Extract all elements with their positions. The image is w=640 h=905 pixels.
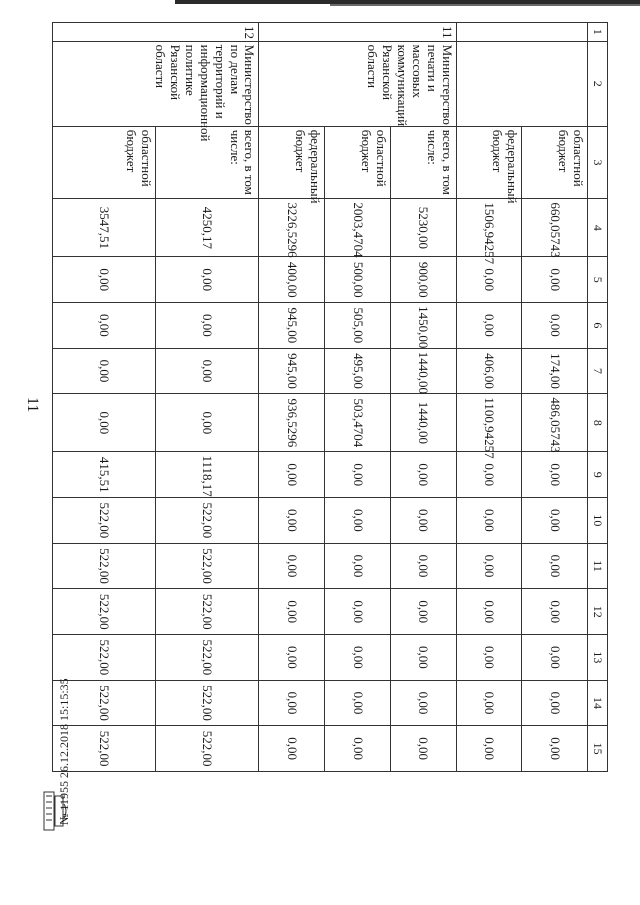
value-cell: 503,4704: [325, 394, 391, 452]
value-cell: 0,00: [53, 348, 156, 394]
value-cell: 0,00: [390, 498, 456, 544]
value-cell: 522,00: [156, 726, 259, 772]
budget-table-container: [52, 22, 608, 772]
value-cell: 0,00: [456, 498, 522, 544]
value-cell: 945,00: [259, 303, 325, 349]
value-cell: 522,00: [53, 726, 156, 772]
value-cell: 0,00: [522, 543, 588, 589]
value-cell: 406,00: [456, 348, 522, 394]
column-header-9: 9: [588, 452, 608, 498]
value-cell: 0,00: [456, 680, 522, 726]
table-header-row: [588, 23, 608, 772]
value-cell: 0,00: [325, 726, 391, 772]
value-cell: 0,00: [156, 394, 259, 452]
organization-cell: Министерство по делам территорий и информационной политике Рязанской области: [53, 41, 259, 126]
scan-edge-artifact-2: [330, 4, 640, 6]
value-cell: 0,00: [522, 726, 588, 772]
funding-source-cell: федеральный бюджет: [456, 126, 522, 199]
value-cell: 0,00: [390, 726, 456, 772]
column-header-12: 12: [588, 589, 608, 635]
funding-source-cell: областной бюджет: [53, 126, 156, 199]
value-cell: 0,00: [522, 257, 588, 303]
column-header-15: 15: [588, 726, 608, 772]
value-cell: 0,00: [456, 303, 522, 349]
value-cell: 0,00: [522, 635, 588, 681]
funding-source-cell: всего, в том числе:: [156, 126, 259, 199]
value-cell: 0,00: [390, 543, 456, 589]
value-cell: 0,00: [522, 680, 588, 726]
table-row: [53, 23, 156, 772]
value-cell: 0,00: [325, 452, 391, 498]
value-cell: 0,00: [522, 589, 588, 635]
row-number-cell: 12: [53, 23, 259, 42]
organization-cell: [456, 41, 587, 126]
table-row: [456, 23, 522, 772]
value-cell: 1450,00: [390, 303, 456, 349]
value-cell: 0,00: [53, 394, 156, 452]
value-cell: 0,00: [259, 680, 325, 726]
value-cell: 0,00: [456, 635, 522, 681]
value-cell: 0,00: [390, 635, 456, 681]
column-header-6: 6: [588, 303, 608, 349]
value-cell: 2003,4704: [325, 199, 391, 257]
value-cell: 0,00: [456, 257, 522, 303]
value-cell: 522,00: [53, 543, 156, 589]
value-cell: 0,00: [522, 303, 588, 349]
column-header-13: 13: [588, 635, 608, 681]
value-cell: 486,05743: [522, 394, 588, 452]
value-cell: 522,00: [156, 635, 259, 681]
value-cell: 0,00: [456, 726, 522, 772]
value-cell: 1440,00: [390, 394, 456, 452]
value-cell: 0,00: [156, 348, 259, 394]
value-cell: 1440,00: [390, 348, 456, 394]
value-cell: 415,51: [53, 452, 156, 498]
column-header-10: 10: [588, 498, 608, 544]
value-cell: 522,00: [156, 589, 259, 635]
value-cell: 945,00: [259, 348, 325, 394]
table-row: [390, 23, 456, 772]
value-cell: 0,00: [156, 257, 259, 303]
value-cell: 522,00: [53, 635, 156, 681]
table-row: [259, 23, 325, 772]
value-cell: 660,05743: [522, 199, 588, 257]
value-cell: 0,00: [390, 452, 456, 498]
value-cell: 522,00: [53, 680, 156, 726]
column-header-8: 8: [588, 394, 608, 452]
value-cell: 522,00: [53, 589, 156, 635]
column-header-7: 7: [588, 348, 608, 394]
value-cell: 0,00: [156, 303, 259, 349]
value-cell: 0,00: [390, 589, 456, 635]
value-cell: 0,00: [259, 498, 325, 544]
table-row: [522, 23, 588, 772]
column-header-14: 14: [588, 680, 608, 726]
value-cell: 522,00: [156, 680, 259, 726]
column-header-11: 11: [588, 543, 608, 589]
row-number-cell: 11: [259, 23, 456, 42]
value-cell: 0,00: [390, 680, 456, 726]
value-cell: 1506,94257: [456, 199, 522, 257]
funding-source-cell: всего, в том числе:: [390, 126, 456, 199]
row-number-cell: [456, 23, 587, 42]
value-cell: 0,00: [259, 452, 325, 498]
value-cell: 0,00: [522, 452, 588, 498]
organization-cell: Министерство печати и массовых коммуникаций Рязанской области: [259, 41, 456, 126]
value-cell: 522,00: [156, 498, 259, 544]
value-cell: 505,00: [325, 303, 391, 349]
value-cell: 0,00: [259, 726, 325, 772]
budget-table: [52, 22, 608, 772]
value-cell: 0,00: [456, 589, 522, 635]
value-cell: 900,00: [390, 257, 456, 303]
value-cell: 0,00: [325, 589, 391, 635]
value-cell: 0,00: [53, 257, 156, 303]
value-cell: 1118,17: [156, 452, 259, 498]
value-cell: 174,00: [522, 348, 588, 394]
funding-source-cell: областной бюджет: [325, 126, 391, 199]
page-number-text: 11: [24, 397, 41, 413]
value-cell: 1100,94257: [456, 394, 522, 452]
value-cell: 3226,5296: [259, 199, 325, 257]
value-cell: 522,00: [53, 498, 156, 544]
value-cell: 0,00: [456, 543, 522, 589]
registration-footer: № 11955 26.12.2018 15:15:35: [57, 678, 71, 825]
value-cell: 5230,00: [390, 199, 456, 257]
column-header-1: 1: [588, 23, 608, 42]
funding-source-cell: областной бюджет: [522, 126, 588, 199]
page-number: [22, 398, 42, 420]
table-body: [53, 23, 588, 772]
table-row: [156, 23, 259, 772]
value-cell: 400,00: [259, 257, 325, 303]
value-cell: 0,00: [325, 635, 391, 681]
column-header-5: 5: [588, 257, 608, 303]
value-cell: 0,00: [325, 498, 391, 544]
value-cell: 0,00: [259, 635, 325, 681]
value-cell: 0,00: [325, 543, 391, 589]
value-cell: 4250,17: [156, 199, 259, 257]
column-header-3: 3: [588, 126, 608, 199]
value-cell: 936,5296: [259, 394, 325, 452]
value-cell: 495,00: [325, 348, 391, 394]
value-cell: 500,00: [325, 257, 391, 303]
value-cell: 3547,51: [53, 199, 156, 257]
value-cell: 0,00: [325, 680, 391, 726]
column-header-2: 2: [588, 41, 608, 126]
column-header-4: 4: [588, 199, 608, 257]
value-cell: 0,00: [522, 498, 588, 544]
value-cell: 0,00: [259, 543, 325, 589]
value-cell: 0,00: [259, 589, 325, 635]
funding-source-cell: федеральный бюджет: [259, 126, 325, 199]
table-row: [325, 23, 391, 772]
value-cell: 0,00: [53, 303, 156, 349]
value-cell: 522,00: [156, 543, 259, 589]
value-cell: 0,00: [456, 452, 522, 498]
